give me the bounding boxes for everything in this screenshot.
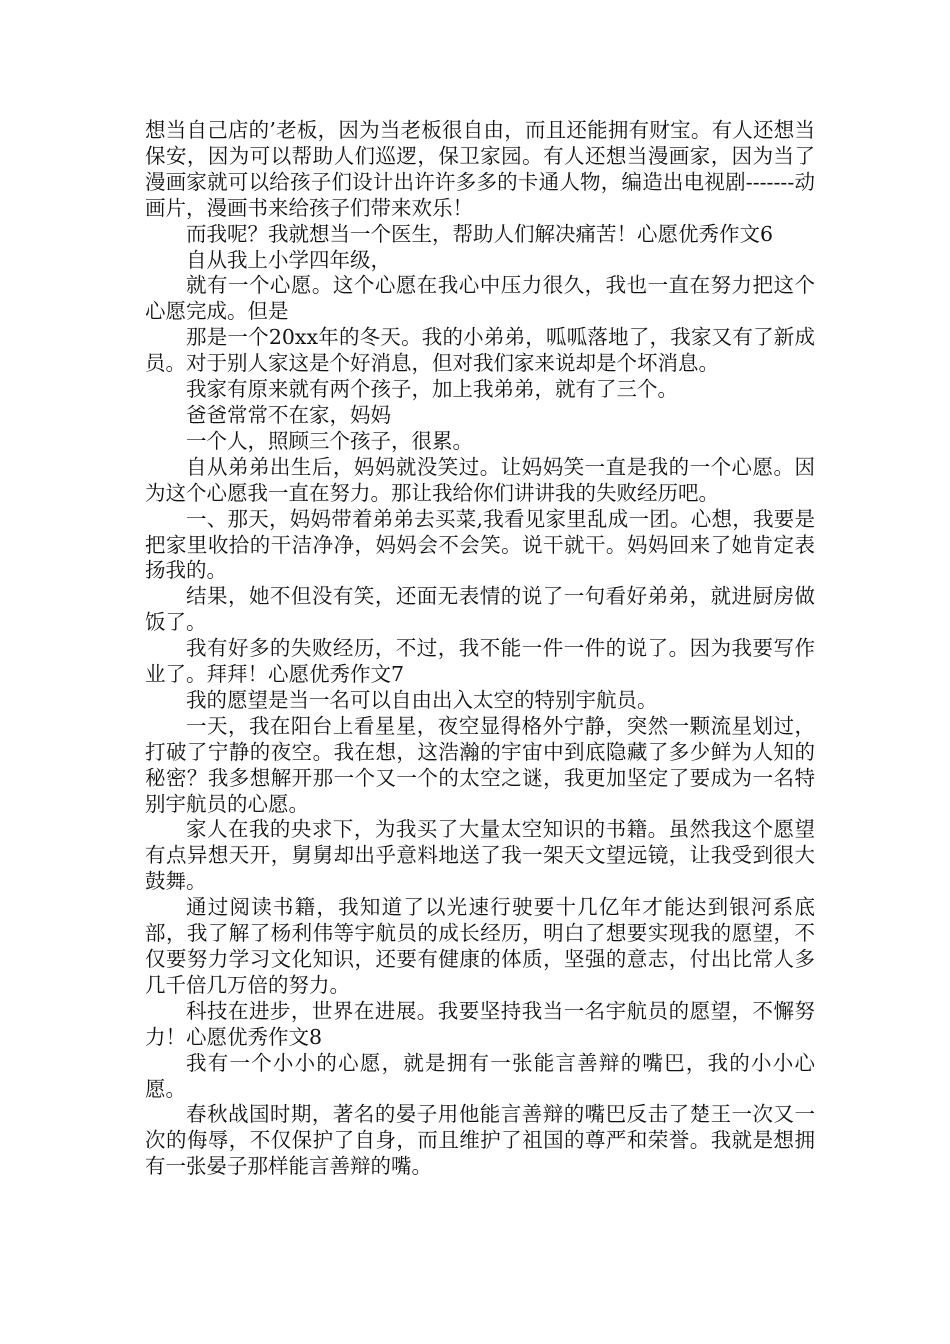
paragraph: 结果，她不但没有笑，还面无表情的说了一句看好弟弟，就进厨房做饭了。 [145,584,815,635]
paragraph: 那是一个20xx年的冬天。我的小弟弟，呱呱落地了，我家又有了新成员。对于别人家这是个好消息，但对我们家来说却是个坏消息。 [145,325,815,376]
paragraph: 通过阅读书籍，我知道了以光速行驶要十几亿年才能达到银河系底部，我了解了杨利伟等宇航员的成长经历，明白了想要实现我的愿望，不仅要努力学习文化知识，还要有健康的体质，坚强的意志，付出比常人多几千倍几万倍的努力。 [145,895,815,997]
paragraph: 春秋战国时期，著名的晏子用他能言善辩的嘴巴反击了楚王一次又一次的侮辱，不仅保护了自身，而且维护了祖国的尊严和荣誉。我就是想拥有一张晏子那样能言善辩的嘴。 [145,1102,815,1179]
paragraph: 一个人，照顾三个孩子，很累。 [186,428,473,453]
paragraph: 爸爸常常不在家，妈妈 [186,402,391,427]
paragraph: 就有一个心愿。这个心愿在我心中压力很久，我也一直在努力把这个心愿完成。但是 [145,273,815,324]
paragraph: 科技在进步，世界在进展。我要坚持我当一名宇航员的愿望，不懈努力！心愿优秀作文8 [145,998,815,1049]
paragraph: 我有好多的失败经历，不过，我不能一件一件的说了。因为我要写作业了。拜拜！心愿优秀作文7 [145,636,815,687]
paragraph: 我有一个小小的心愿，就是拥有一张能言善辩的嘴巴，我的小小心愿。 [145,1050,815,1101]
paragraph: 一天，我在阳台上看星星，夜空显得格外宁静，突然一颗流星划过，打破了宁静的夜空。我在想，这浩瀚的宇宙中到底隐藏了多少鲜为人知的秘密？我多想解开那一个又一个的太空之谜，我更加坚定了要成为一名特别宇航员的心愿。 [145,713,815,816]
paragraph: 而我呢？我就想当一个医生，帮助人们解决痛苦！心愿优秀作文6 [186,221,774,246]
paragraph: 想当自己店的’老板，因为当老板很自由，而且还能拥有财宝。有人还想当保安，因为可以帮助人们巡逻，保卫家园。有人还想当漫画家，因为当了漫画家就可以给孩子们设计出许许多多的卡通人物，编造出电视剧-------动画片，漫画书来给孩子们带来欢乐！ [145,118,815,220]
document-body [145,118,815,1180]
paragraph: 自从我上小学四年级， [186,247,391,272]
paragraph: 我家有原来就有两个孩子，加上我弟弟，就有了三个。 [186,377,678,402]
paragraph: 家人在我的央求下，为我买了大量太空知识的书籍。虽然我这个愿望有点异想天开，舅舅却出乎意料地送了我一架天文望远镜，让我受到很大鼓舞。 [145,817,815,894]
paragraph: 自从弟弟出生后，妈妈就没笑过。让妈妈笑一直是我的一个心愿。因为这个心愿我一直在努力。那让我给你们讲讲我的失败经历吧。 [145,454,815,505]
paragraph: 我的愿望是当一名可以自由出入太空的特别宇航员。 [186,687,658,712]
paragraph: 一、那天，妈妈带着弟弟去买菜,我看见家里乱成一团。心想，我要是把家里收拾的干洁净净，妈妈会不会笑。说干就干。妈妈回来了她肯定表扬我的。 [145,506,815,583]
